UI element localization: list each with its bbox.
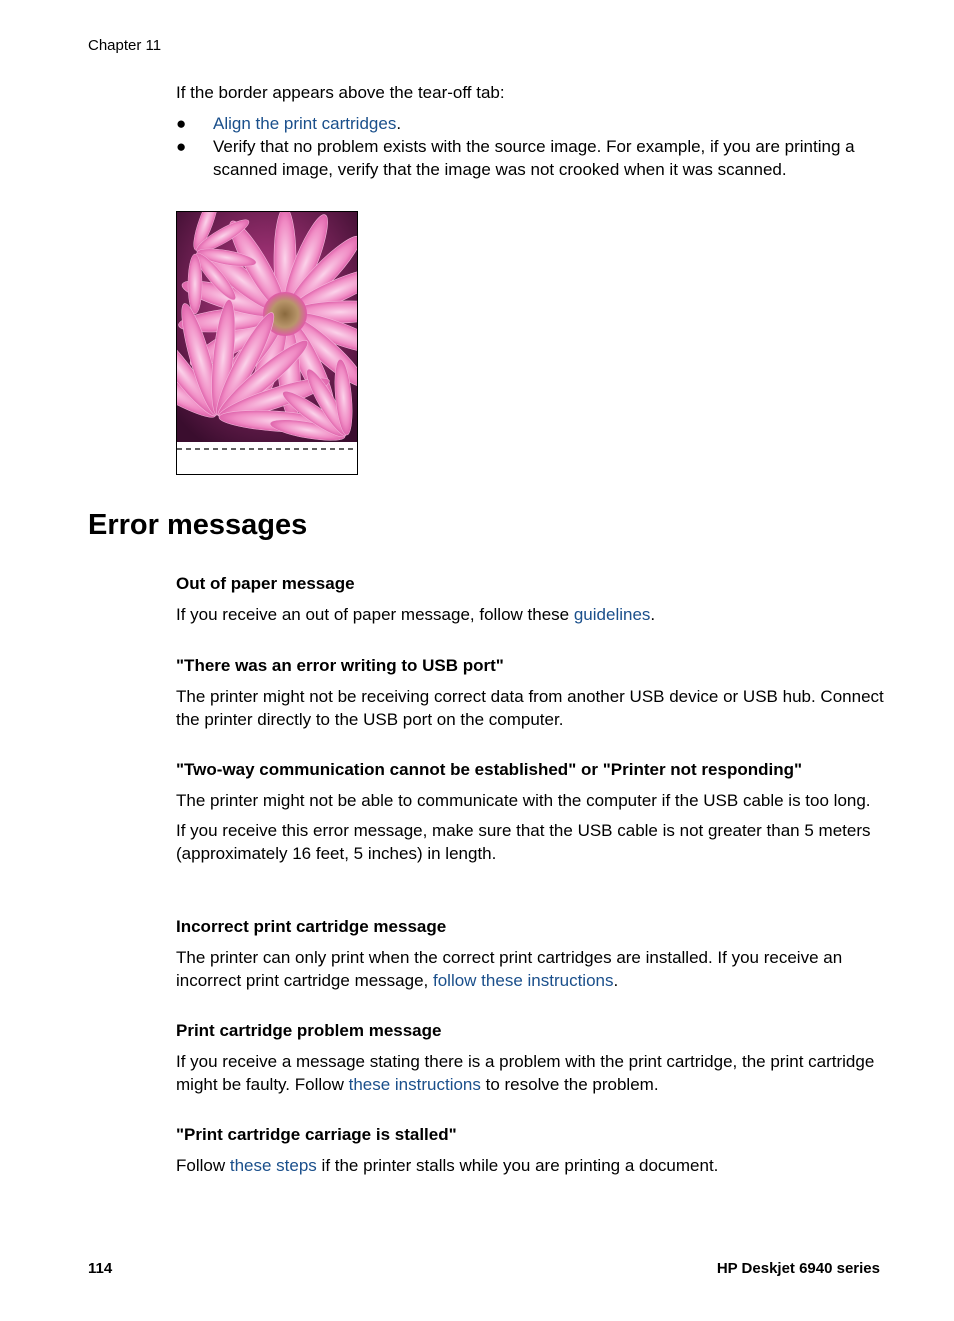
section-text — [176, 946, 888, 992]
section-usb-error — [176, 655, 888, 731]
section-text — [176, 1154, 888, 1177]
section-out-of-paper — [176, 573, 888, 626]
section-title: Incorrect print cartridge message — [176, 917, 447, 936]
product-name: HP Deskjet 6940 series — [716, 1260, 880, 1277]
guidelines-link[interactable]: guidelines — [573, 605, 651, 624]
section-carriage-stalled — [176, 1124, 888, 1177]
section-text: The printer might not be able to communicate with the computer if the USB cable is too long. — [176, 791, 871, 810]
section-cartridge-problem — [176, 1020, 888, 1096]
text-span: . — [650, 605, 656, 624]
flower-print-figure — [176, 211, 358, 475]
section-text — [176, 1050, 888, 1096]
text-span: to resolve the problem. — [480, 1075, 659, 1094]
section-text: The printer might not be receiving correct data from another USB device or USB hub. Connect the printer directly to the USB port on the computer. — [176, 687, 884, 729]
text-span: If you receive a message stating there is a problem with the print cartridge, the print cartridge might be faulty. Follow — [176, 1052, 875, 1094]
list-item-text: Verify that no problem exists with the source image. For example, if you are printing a scanned image, verify that the image was not crooked when it was scanned. — [213, 137, 855, 179]
follow-instructions-link[interactable]: follow these instructions — [433, 971, 614, 990]
intro-text: If the border appears above the tear-off tab: — [176, 83, 505, 102]
section-title: "There was an error writing to USB port" — [176, 656, 504, 675]
section-text: If you receive this error message, make sure that the USB cable is not greater than 5 meters (approximately 16 feet, 5 inches) in length. — [176, 821, 871, 863]
chapter-label: Chapter 11 — [88, 37, 162, 54]
these-steps-link[interactable]: these steps — [229, 1156, 317, 1175]
align-cartridges-link[interactable]: Align the print cartridges — [213, 114, 397, 133]
page-number: 114 — [88, 1260, 113, 1277]
section-title: "Print cartridge carriage is stalled" — [176, 1125, 457, 1144]
page-title: Error messages — [88, 509, 308, 541]
section-two-way-communication — [176, 759, 888, 865]
section-incorrect-cartridge — [176, 916, 888, 992]
text-span: . — [613, 971, 619, 990]
section-title: Print cartridge problem message — [176, 1021, 442, 1040]
text-span: Follow — [176, 1156, 230, 1175]
bullet-icon: ● — [176, 137, 187, 156]
bullet-list — [176, 112, 886, 181]
text-span: if the printer stalls while you are printing a document. — [316, 1156, 719, 1175]
bullet-icon: ● — [176, 114, 187, 133]
these-instructions-link[interactable]: these instructions — [348, 1075, 481, 1094]
list-item-text: . — [396, 114, 402, 133]
flower-photo-illustration — [177, 212, 357, 474]
section-title: "Two-way communication cannot be established" or "Printer not responding" — [176, 760, 803, 779]
section-text — [176, 603, 888, 626]
list-item — [176, 112, 886, 135]
text-span: If you receive an out of paper message, follow these — [176, 605, 574, 624]
text-span: The printer can only print when the correct print cartridges are installed. If you receive an incorrect print cartridge message, — [176, 948, 843, 990]
list-item — [176, 135, 886, 181]
section-title: Out of paper message — [176, 574, 355, 593]
